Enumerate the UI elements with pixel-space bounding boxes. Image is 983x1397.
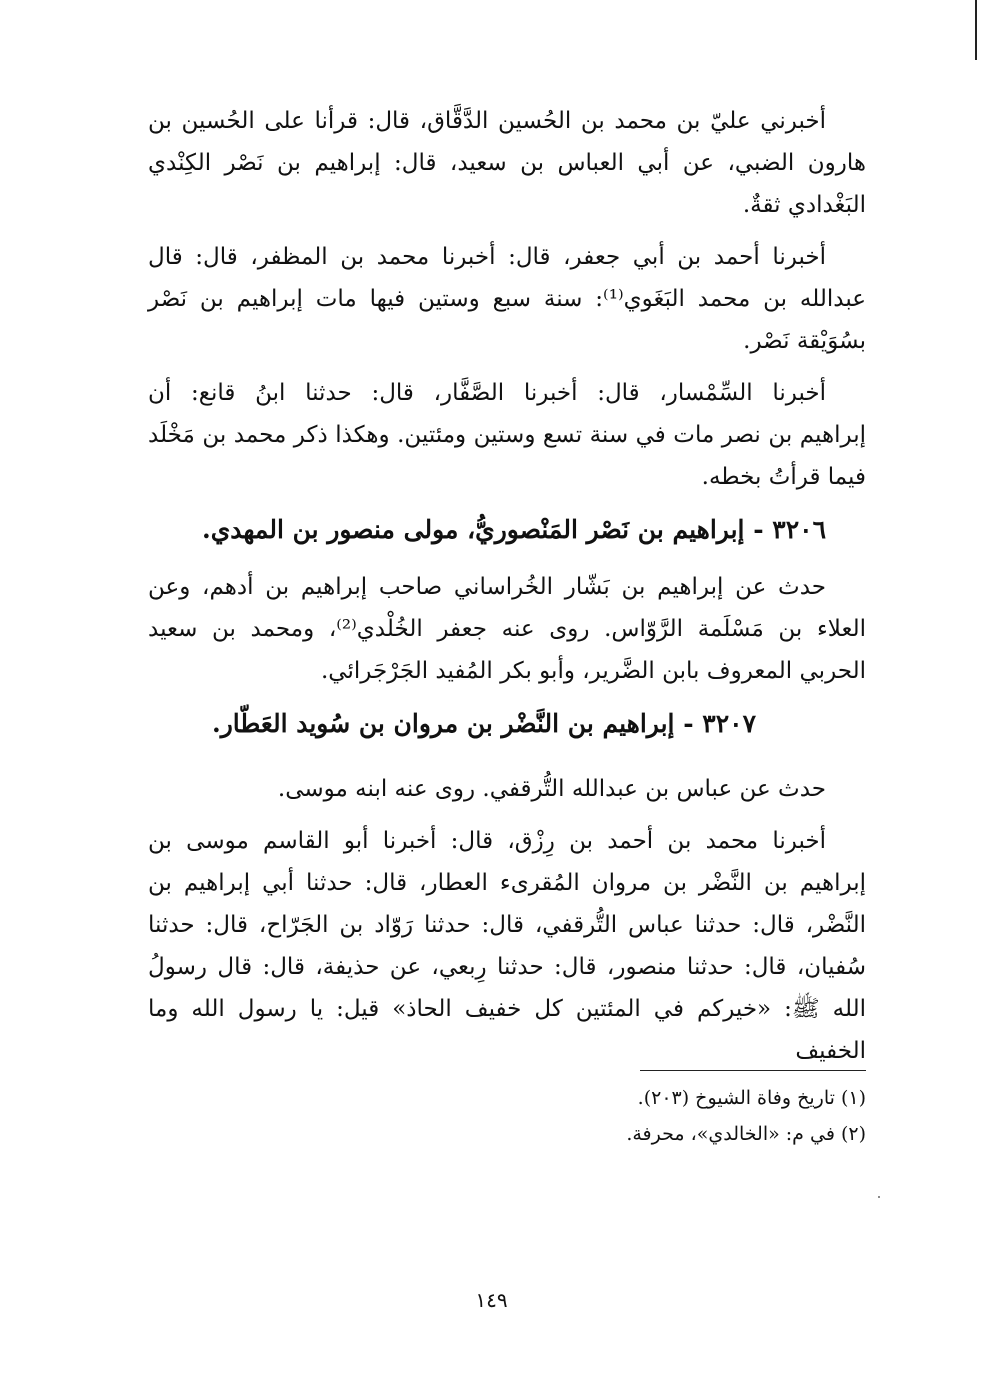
text-line: عبدالله بن محمد البَغَوي⁽¹⁾: سنة سبع وستين فيها مات إبراهيم بن نَصْر (148, 286, 866, 312)
text-line: أخبرني عليّ بن محمد بن الحُسين الدَّقَّاق، قال: قرأنا على الحُسين بن (148, 108, 827, 134)
main-text (148, 100, 866, 1082)
footnote-separator (640, 1070, 866, 1071)
scan-edge-mark (975, 0, 977, 60)
footnotes (300, 1080, 866, 1152)
footnote-1: (١) تاريخ وفاة الشيوخ (٢٠٣). (637, 1087, 866, 1109)
entry-heading-3207: ٣٢٠٧ - إبراهيم بن النَّضْر بن مروان بن سُويد العَطّار. (211, 709, 756, 738)
text-line: بسُوَيْقة نَصْر. (743, 328, 866, 354)
text-line: الله ﷺ: «خيركم في المئتين كل خفيف الحاذ» قيل: يا رسول الله وما الخفيف (148, 996, 866, 1064)
text-line: البَغْدادي ثقةٌ. (742, 192, 866, 218)
scan-speck (878, 1196, 880, 1198)
text-line: سُفيان، قال: حدثنا منصور، قال: حدثنا رِبعي، عن حذيفة، قال: قال رسولُ (148, 954, 866, 980)
entry-heading-3206: ٣٢٠٦ - إبراهيم بن نَصْر المَنْصوريُّ، مولى منصور بن المهدي. (201, 515, 826, 544)
text-line: أخبرنا أحمد بن أبي جعفر، قال: أخبرنا محمد بن المظفر، قال: قال (148, 244, 826, 270)
paragraph-1 (148, 100, 866, 226)
text-line: النَّضْر، قال: حدثنا عباس التُّرقفي، قال: حدثنا رَوّاد بن الجَرّاح، قال: حدثنا (148, 912, 866, 938)
text-line: حدث عن عباس بن عبدالله التُّرقفي. روى عنه ابنه موسى. (277, 776, 826, 802)
text-line: هارون الضبي، عن أبي العباس بن سعيد، قال: إبراهيم بن نَصْر الكِنْدي (148, 150, 866, 176)
entry-3207-body-2 (148, 820, 866, 1072)
text-line: إبراهيم بن النَّضْر بن مروان المُقرىء العطار، قال: حدثنا أبي إبراهيم بن (148, 870, 866, 896)
paragraph-3 (148, 372, 866, 498)
text-line: أخبرنا محمد بن أحمد بن رِزْق، قال: أخبرنا أبو القاسم موسى بن (148, 828, 826, 854)
text-line: فيما قرأتُ بخطه. (701, 464, 866, 490)
text-line: إبراهيم بن نصر مات في سنة تسع وستين ومئتين. وهكذا ذكر محمد بن مَخْلَد (148, 422, 866, 448)
paragraph-2 (148, 236, 866, 362)
text-line: الحربي المعروف بابن الضَّرير، وأبو بكر المُفيد الجَرْجَرائي. (320, 658, 866, 684)
text-line: العلاء بن مَسْلَمة الرَّوّاس. روى عنه جعفر الخُلْدي⁽²⁾، ومحمد بن سعيد (148, 616, 866, 642)
text-line: حدث عن إبراهيم بن بَشّار الخُراساني صاحب إبراهيم بن أدهم، وعن (148, 574, 826, 600)
entry-3207-body-1 (148, 768, 866, 810)
footnote-2: (٢) في م: «الخالدي»، محرفة. (626, 1123, 866, 1145)
entry-3206-body (148, 566, 866, 692)
text-line: أخبرنا السِّمْسار، قال: أخبرنا الصَّفَّار، قال: حدثنا ابنُ قانع: أن (148, 380, 826, 406)
page-number: ١٤٩ (475, 1288, 508, 1312)
